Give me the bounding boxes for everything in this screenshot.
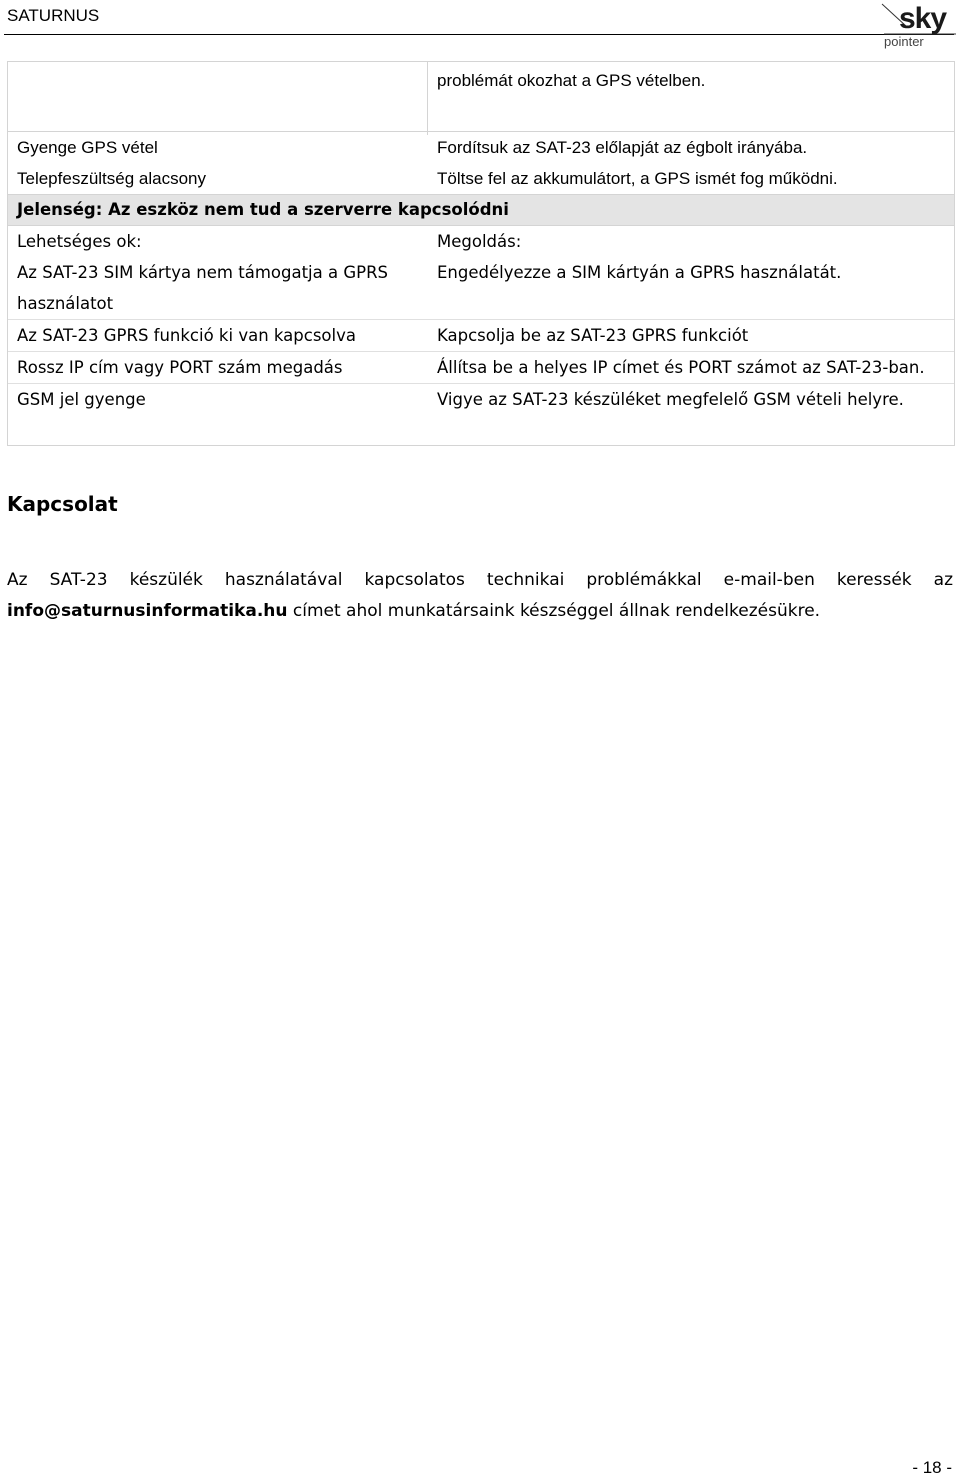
phenomenon-row — [7, 195, 954, 226]
table-row — [7, 163, 954, 195]
header-title: SATURNUS — [7, 6, 100, 25]
troubleshooting-table — [7, 61, 954, 415]
solution-cell: Fordítsuk az SAT-23 előlapját az égbolt irányába. — [427, 132, 954, 164]
solution-cell: Engedélyezze a SIM kártyán a GPRS használatát. — [437, 263, 842, 282]
table-row — [7, 352, 954, 384]
table-row — [7, 61, 954, 132]
contact-email-link[interactable]: info@saturnusinformatika.hu — [7, 601, 288, 621]
table-row — [7, 257, 954, 320]
logo-sky-text: sky — [899, 2, 947, 35]
solution-header: Megoldás: — [437, 232, 522, 251]
cause-cell: GSM jel gyenge — [7, 384, 427, 416]
contact-paragraph — [7, 565, 953, 627]
contact-line-2: címet ahol munkatársaink készséggel állnak rendelkezésükre. — [287, 601, 821, 621]
cause-cell: Az SAT-23 GPRS funkció ki van kapcsolva — [7, 320, 427, 352]
solution-cell: Állítsa be a helyes IP címet és PORT számot az SAT-23-ban. — [427, 352, 954, 384]
solution-cell: Kapcsolja be az SAT-23 GPRS funkciót — [427, 320, 954, 352]
table-row — [7, 384, 954, 416]
contact-heading: Kapcsolat — [7, 492, 118, 516]
solution-cell: problémát okozhat a GPS vételben. — [437, 71, 706, 90]
solution-cell: Vigye az SAT-23 készüléket megfelelő GSM vételi helyre. — [427, 384, 954, 416]
cause-cell: Rossz IP cím vagy PORT szám megadás — [7, 352, 427, 384]
logo-pointer-text: pointer — [884, 34, 924, 49]
header-rule — [4, 34, 954, 35]
contact-line-1: Az SAT-23 készülék használatával kapcsolatos technikai problémákkal e-mail-ben keressék az — [7, 570, 953, 590]
table-header-row — [7, 226, 954, 258]
table-row — [7, 320, 954, 352]
cause-header: Lehetséges ok: — [17, 232, 142, 251]
skypointer-logo — [870, 0, 958, 52]
table-row — [7, 132, 954, 164]
phenomenon-title: Jelenség: Az eszköz nem tud a szerverre kapcsolódni — [7, 195, 954, 226]
cause-cell — [7, 61, 427, 132]
page-number: - 18 - — [912, 1458, 952, 1477]
cause-cell: Telepfeszültség alacsony — [17, 169, 207, 188]
solution-cell: Töltse fel az akkumulátort, a GPS ismét fog működni. — [437, 169, 838, 188]
cause-cell: Gyenge GPS vétel — [7, 132, 427, 164]
cause-cell: Az SAT-23 SIM kártya nem támogatja a GPRS használatot — [17, 263, 389, 313]
page-header — [0, 0, 960, 49]
table-column-divider — [427, 61, 428, 135]
